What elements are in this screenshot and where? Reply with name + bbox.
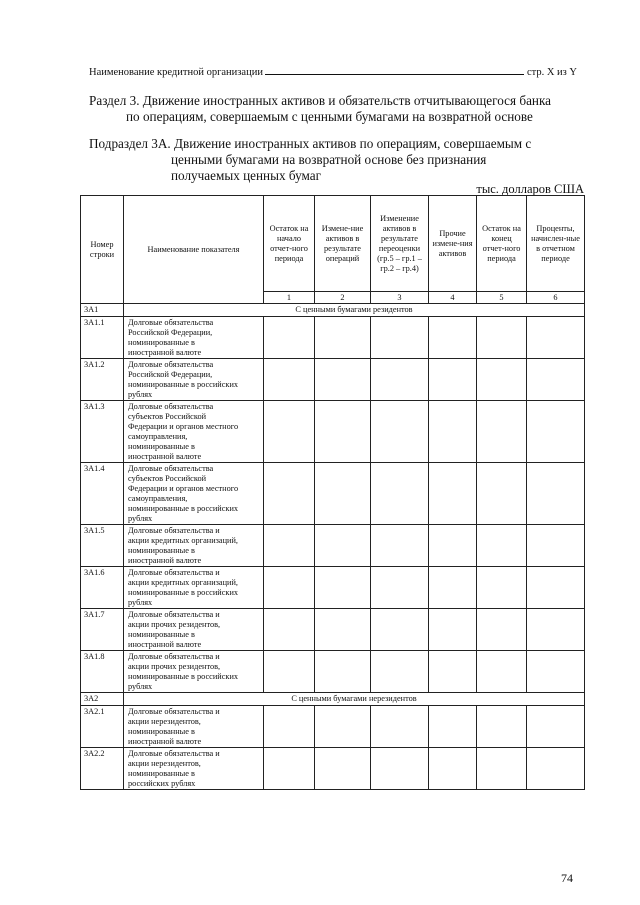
group-header-row bbox=[81, 693, 585, 706]
value-cell[interactable] bbox=[527, 401, 585, 463]
indicator-name-line: Долговые обязательства bbox=[128, 402, 214, 411]
indicator-name-line: Долговые обязательства и bbox=[128, 707, 220, 716]
value-cell[interactable] bbox=[527, 317, 585, 359]
indicator-name-line: иностранной валюте bbox=[128, 640, 202, 649]
value-cell[interactable] bbox=[264, 748, 315, 790]
indicator-name-line: акции кредитных организаций, bbox=[128, 536, 239, 545]
indicator-name-line: иностранной валюте bbox=[128, 348, 202, 357]
section-title-line-2: по операциям, совершаемым с ценными бумагами на возвратной основе bbox=[126, 109, 533, 124]
indicator-name-line: Долговые обязательства bbox=[128, 318, 214, 327]
value-cell[interactable] bbox=[264, 609, 315, 651]
value-cell[interactable] bbox=[371, 317, 429, 359]
row-indicator-name bbox=[124, 748, 264, 790]
value-cell[interactable] bbox=[477, 463, 527, 525]
section-title-line-1: Раздел 3. Движение иностранных активов и обязательств отчитывающегося банка bbox=[89, 93, 552, 108]
indicator-name-line: Долговые обязательства и bbox=[128, 610, 220, 619]
row-indicator-name bbox=[124, 706, 264, 748]
value-cell[interactable] bbox=[477, 567, 527, 609]
value-cell[interactable] bbox=[477, 525, 527, 567]
group-label: С ценными бумагами резидентов bbox=[124, 304, 585, 317]
indicator-name-line: номинированные в bbox=[128, 769, 195, 778]
indicator-name-line: рублях bbox=[128, 598, 153, 607]
value-cell[interactable] bbox=[371, 359, 429, 401]
value-cell[interactable] bbox=[371, 748, 429, 790]
header-row-number: Номер строки bbox=[81, 196, 124, 304]
table-row bbox=[81, 748, 585, 790]
value-cell[interactable] bbox=[429, 567, 477, 609]
report-table bbox=[80, 195, 585, 790]
value-cell[interactable] bbox=[371, 463, 429, 525]
value-cell[interactable] bbox=[429, 609, 477, 651]
indicator-name-line: Долговые обязательства и bbox=[128, 749, 220, 758]
indicator-name-line: Федерации и органов местного bbox=[128, 422, 239, 431]
indicator-name-line: номинированные в российских bbox=[128, 672, 239, 681]
table-row bbox=[81, 317, 585, 359]
indicator-name-line: Долговые обязательства и bbox=[128, 568, 220, 577]
value-cell[interactable] bbox=[315, 525, 371, 567]
value-cell[interactable] bbox=[477, 706, 527, 748]
row-code: 3А1.6 bbox=[81, 567, 124, 609]
organization-name-blank bbox=[265, 73, 524, 75]
value-cell[interactable] bbox=[264, 463, 315, 525]
group-code: 3А2 bbox=[81, 693, 124, 706]
indicator-name-line: акции нерезидентов, bbox=[128, 759, 201, 768]
value-cell[interactable] bbox=[264, 525, 315, 567]
indicator-name-line: самоуправления, bbox=[128, 432, 188, 441]
value-cell[interactable] bbox=[315, 706, 371, 748]
indicator-name-line: Федерации и органов местного bbox=[128, 484, 239, 493]
row-code: 3А2.1 bbox=[81, 706, 124, 748]
row-code: 3А1.8 bbox=[81, 651, 124, 693]
indicator-name-line: рублях bbox=[128, 514, 153, 523]
value-cell[interactable] bbox=[477, 651, 527, 693]
indicator-name-line: рублях bbox=[128, 682, 153, 691]
row-code: 3А1.5 bbox=[81, 525, 124, 567]
value-cell[interactable] bbox=[527, 748, 585, 790]
value-cell[interactable] bbox=[527, 651, 585, 693]
subsection-title-line-1: Подраздел 3А. Движение иностранных активов по операциям, совершаемым с bbox=[89, 136, 532, 151]
value-cell[interactable] bbox=[371, 567, 429, 609]
value-cell[interactable] bbox=[429, 525, 477, 567]
indicator-name-line: субъектов Российской bbox=[128, 412, 207, 421]
value-cell[interactable] bbox=[371, 651, 429, 693]
header-closing-balance: Остаток на конец отчет-ного периода bbox=[477, 196, 527, 292]
value-cell[interactable] bbox=[527, 525, 585, 567]
table-row bbox=[81, 463, 585, 525]
indicator-name-line: акции прочих резидентов, bbox=[128, 620, 221, 629]
row-code: 3А1.1 bbox=[81, 317, 124, 359]
indicator-name-line: рублях bbox=[128, 390, 153, 399]
indicator-name-line: акции кредитных организаций, bbox=[128, 578, 239, 587]
table-row bbox=[81, 525, 585, 567]
value-cell[interactable] bbox=[477, 401, 527, 463]
page-reference: стр. X из Y bbox=[526, 67, 577, 78]
indicator-name-line: номинированные в bbox=[128, 727, 195, 736]
indicator-name-line: Долговые обязательства и bbox=[128, 652, 220, 661]
value-cell[interactable] bbox=[527, 567, 585, 609]
row-indicator-name bbox=[124, 317, 264, 359]
indicator-name-line: акции прочих резидентов, bbox=[128, 662, 221, 671]
indicator-name-line: номинированные в bbox=[128, 630, 195, 639]
column-number: 1 bbox=[264, 292, 315, 304]
value-cell[interactable] bbox=[371, 706, 429, 748]
header-operations-change: Измене-ние активов в результате операций bbox=[315, 196, 371, 292]
subsection-title-line-3: получаемых ценных бумаг bbox=[171, 168, 322, 183]
value-cell[interactable] bbox=[315, 748, 371, 790]
column-number: 6 bbox=[527, 292, 585, 304]
row-code: 3А2.2 bbox=[81, 748, 124, 790]
table-row bbox=[81, 609, 585, 651]
indicator-name-line: российских рублях bbox=[128, 779, 196, 788]
indicator-name-line: Долговые обязательства bbox=[128, 360, 214, 369]
indicator-name-line: иностранной валюте bbox=[128, 452, 202, 461]
value-cell[interactable] bbox=[315, 401, 371, 463]
indicator-name-line: иностранной валюте bbox=[128, 556, 202, 565]
indicator-name-line: номинированные в российских bbox=[128, 380, 239, 389]
group-code: 3А1 bbox=[81, 304, 124, 317]
table-header-row bbox=[81, 196, 585, 292]
value-cell[interactable] bbox=[315, 359, 371, 401]
organization-label: Наименование кредитной организации bbox=[89, 67, 263, 78]
value-cell[interactable] bbox=[429, 748, 477, 790]
value-cell[interactable] bbox=[371, 525, 429, 567]
row-indicator-name bbox=[124, 463, 264, 525]
value-cell[interactable] bbox=[264, 401, 315, 463]
value-cell[interactable] bbox=[429, 651, 477, 693]
column-number: 5 bbox=[477, 292, 527, 304]
row-indicator-name bbox=[124, 567, 264, 609]
value-cell[interactable] bbox=[315, 463, 371, 525]
value-cell[interactable] bbox=[527, 609, 585, 651]
header-revaluation-change: Изменение активов в результате переоценки (гр.5 – гр.1 – гр.2 – гр.4) bbox=[371, 196, 429, 292]
indicator-name-line: номинированные в bbox=[128, 546, 195, 555]
row-indicator-name bbox=[124, 609, 264, 651]
indicator-name-line: иностранной валюте bbox=[128, 737, 202, 746]
indicator-name-line: Российской Федерации, bbox=[128, 370, 213, 379]
indicator-name-line: акции нерезидентов, bbox=[128, 717, 201, 726]
subsection-title bbox=[89, 136, 559, 184]
value-cell[interactable] bbox=[264, 359, 315, 401]
group-header-row bbox=[81, 304, 585, 317]
value-cell[interactable] bbox=[264, 651, 315, 693]
header-accrued-interest: Проценты, начислен-ные в отчетном периоде bbox=[527, 196, 585, 292]
value-cell[interactable] bbox=[315, 567, 371, 609]
value-cell[interactable] bbox=[315, 317, 371, 359]
value-cell[interactable] bbox=[315, 609, 371, 651]
organization-header bbox=[89, 62, 577, 78]
value-cell[interactable] bbox=[264, 706, 315, 748]
value-cell[interactable] bbox=[264, 567, 315, 609]
value-cell[interactable] bbox=[527, 706, 585, 748]
row-indicator-name bbox=[124, 525, 264, 567]
row-code: 3А1.3 bbox=[81, 401, 124, 463]
row-indicator-name bbox=[124, 401, 264, 463]
row-code: 3А1.7 bbox=[81, 609, 124, 651]
indicator-name-line: номинированные в российских bbox=[128, 588, 239, 597]
value-cell[interactable] bbox=[429, 401, 477, 463]
row-indicator-name bbox=[124, 359, 264, 401]
table-body bbox=[81, 304, 585, 790]
value-cell[interactable] bbox=[527, 463, 585, 525]
indicator-name-line: субъектов Российской bbox=[128, 474, 207, 483]
row-code: 3А1.2 bbox=[81, 359, 124, 401]
value-cell[interactable] bbox=[429, 463, 477, 525]
value-cell[interactable] bbox=[527, 359, 585, 401]
subsection-title-line-2: ценными бумагами на возвратной основе без признания bbox=[171, 152, 487, 167]
page-number: 74 bbox=[561, 871, 573, 885]
header-opening-balance: Остаток на начало отчет-ного периода bbox=[264, 196, 315, 292]
indicator-name-line: номинированные в российских bbox=[128, 504, 239, 513]
header-indicator-name: Наименование показателя bbox=[124, 196, 264, 304]
group-label: С ценными бумагами нерезидентов bbox=[124, 693, 585, 706]
indicator-name-line: номинированные в bbox=[128, 338, 195, 347]
value-cell[interactable] bbox=[315, 651, 371, 693]
value-cell[interactable] bbox=[429, 317, 477, 359]
value-cell[interactable] bbox=[477, 748, 527, 790]
indicator-name-line: Долговые обязательства и bbox=[128, 526, 220, 535]
value-cell[interactable] bbox=[477, 609, 527, 651]
value-cell[interactable] bbox=[371, 609, 429, 651]
header-other-changes: Прочие измене-ния активов bbox=[429, 196, 477, 292]
table-row bbox=[81, 651, 585, 693]
column-number: 2 bbox=[315, 292, 371, 304]
value-cell[interactable] bbox=[371, 401, 429, 463]
units-label: тыс. долларов США bbox=[476, 182, 584, 196]
section-title bbox=[89, 93, 559, 125]
table-row bbox=[81, 401, 585, 463]
table-row bbox=[81, 706, 585, 748]
column-number: 4 bbox=[429, 292, 477, 304]
indicator-name-line: номинированные в bbox=[128, 442, 195, 451]
row-indicator-name bbox=[124, 651, 264, 693]
indicator-name-line: самоуправления, bbox=[128, 494, 188, 503]
value-cell[interactable] bbox=[477, 359, 527, 401]
value-cell[interactable] bbox=[429, 706, 477, 748]
row-code: 3А1.4 bbox=[81, 463, 124, 525]
value-cell[interactable] bbox=[264, 317, 315, 359]
table-row bbox=[81, 567, 585, 609]
table-row bbox=[81, 359, 585, 401]
value-cell[interactable] bbox=[429, 359, 477, 401]
value-cell[interactable] bbox=[477, 317, 527, 359]
indicator-name-line: Долговые обязательства bbox=[128, 464, 214, 473]
column-number: 3 bbox=[371, 292, 429, 304]
indicator-name-line: Российской Федерации, bbox=[128, 328, 213, 337]
